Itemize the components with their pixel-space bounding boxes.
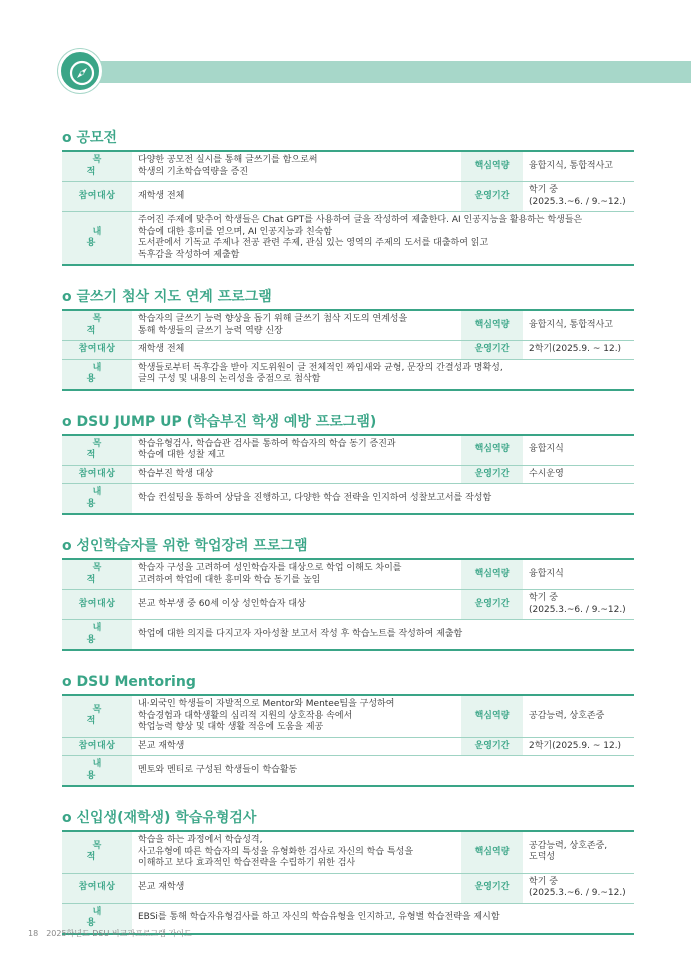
text-line: 융합지식 [529, 568, 564, 579]
purpose-label: 목 적 [62, 151, 132, 182]
text-line: 공감능력, 상호존중 [529, 710, 605, 721]
competency-value [523, 559, 634, 590]
program-section [62, 809, 634, 935]
period-value [523, 465, 634, 484]
target-value [132, 737, 461, 756]
text-line: 학습에 대한 흥미를 얻으며, AI 인공지능과 친숙함 [138, 226, 333, 237]
period-label: 운영기간 [461, 182, 523, 212]
text-line: 공감능력, 상호존중, [529, 840, 608, 851]
period-label: 운영기간 [461, 873, 523, 903]
purpose-label: 목 적 [62, 695, 132, 737]
purpose-label: 목 적 [62, 310, 132, 341]
competency-label: 핵심역량 [461, 559, 523, 590]
text-line: 본교 재학생 [138, 882, 185, 893]
page-number: 18 [28, 929, 39, 938]
content-value [132, 359, 634, 390]
program-table [62, 309, 634, 391]
target-row [62, 590, 634, 620]
content-row [62, 756, 634, 787]
program-table [62, 150, 634, 266]
competency-value [523, 831, 634, 873]
content-label: 내 용 [62, 359, 132, 390]
period-label: 운영기간 [461, 341, 523, 360]
content-value [132, 903, 634, 934]
text-line: 고려하여 학업에 대한 흥미와 학습 동기를 높임 [138, 574, 321, 585]
competency-label: 핵심역량 [461, 310, 523, 341]
target-label: 참여대상 [62, 465, 132, 484]
competency-label: 핵심역량 [461, 831, 523, 873]
content-value [132, 212, 634, 266]
text-line: EBSi를 통해 학습자유형검사를 하고 자신의 학습유형을 인지하고, 유형별 학습전략을 제시함 [138, 912, 500, 923]
content-value [132, 620, 634, 651]
period-label: 운영기간 [461, 737, 523, 756]
target-row [62, 465, 634, 484]
purpose-row [62, 831, 634, 873]
text-line: 이해하고 보다 효과적인 학습전략을 수립하기 위한 검사 [138, 858, 356, 868]
program-section [62, 129, 634, 266]
program-section [62, 413, 634, 516]
text-line: 학생의 기초학습역량을 증진 [138, 166, 249, 177]
purpose-row [62, 559, 634, 590]
period-value [523, 590, 634, 620]
purpose-row [62, 151, 634, 182]
text-line: 본교 학부생 중 60세 이상 성인학습자 대상 [138, 598, 306, 609]
text-line: 사고유형에 따른 학습자의 특성을 유형화한 검사로 자신의 학습 특성을 [138, 846, 414, 857]
target-value [132, 873, 461, 903]
content-label: 내 용 [62, 484, 132, 515]
section-title: o DSU JUMP UP (학습부진 학생 예방 프로그램) [62, 413, 377, 430]
text-line: 내·외국인 학생들이 자발적으로 Mentor와 Mentee팀을 구성하여 [138, 699, 395, 709]
competency-value [523, 151, 634, 182]
purpose-row [62, 310, 634, 341]
text-line: 독후감을 작성하여 제출함 [138, 249, 240, 260]
compass-badge [58, 49, 102, 93]
content-label: 내 용 [62, 212, 132, 266]
program-table [62, 694, 634, 787]
content-row [62, 359, 634, 390]
text-line: 학습부진 학생 대상 [138, 468, 214, 479]
text-line: 멘토와 멘티로 구성된 학생들이 학습활동 [138, 764, 298, 775]
program-section [62, 537, 634, 651]
competency-label: 핵심역량 [461, 151, 523, 182]
purpose-label: 목 적 [62, 559, 132, 590]
footer-title: 2025학년도 DSU 비교과프로그램 가이드 [46, 929, 192, 938]
text-line: 학습에 대한 성찰 제고 [138, 450, 225, 460]
period-value [523, 182, 634, 212]
text-line: 통해 학생들의 글쓰기 능력 역량 신장 [138, 325, 283, 336]
section-title: o 공모전 [62, 130, 118, 146]
text-line: 주어진 주제에 맞추어 학생들은 Chat GPT를 사용하여 글을 작성하여 제출한다. AI 인공지능을 활용하는 학생들은 [138, 215, 583, 225]
text-line: 글의 구성 및 내용의 논리성을 중점으로 첨삭함 [138, 374, 321, 384]
purpose-label: 목 적 [62, 831, 132, 873]
target-label: 참여대상 [62, 737, 132, 756]
purpose-value [132, 559, 461, 590]
program-section [62, 288, 634, 391]
content-row [62, 212, 634, 266]
text-line: (2025.3.~6. / 9.~12.) [529, 604, 626, 615]
section-title: o 글쓰기 첨삭 지도 연계 프로그램 [62, 289, 272, 305]
page-footer [28, 928, 192, 939]
text-line: 학습 컨설팅을 통하여 상담을 진행하고, 다양한 학습 전략을 인지하여 성찰보고서를 작성함 [138, 492, 492, 503]
header-band [84, 61, 691, 83]
program-table [62, 558, 634, 651]
competency-value [523, 435, 634, 466]
target-row [62, 182, 634, 212]
text-line: (2025.3.~6. / 9.~12.) [529, 196, 626, 207]
text-line: 융합지식, 통합적사고 [529, 319, 613, 330]
period-label: 운영기간 [461, 590, 523, 620]
purpose-value [132, 695, 461, 737]
program-table [62, 830, 634, 935]
period-value [523, 873, 634, 903]
competency-value [523, 695, 634, 737]
text-line: (2025.3.~6. / 9.~12.) [529, 888, 626, 898]
text-line: 융합지식 [529, 444, 564, 455]
period-value [523, 341, 634, 360]
section-title: o 성인학습자를 위한 학업장려 프로그램 [62, 538, 308, 554]
section-title: o DSU Mentoring [62, 674, 196, 690]
text-line: 재학생 전체 [138, 344, 185, 354]
text-line: 2학기(2025.9. ~ 12.) [529, 740, 622, 751]
competency-value [523, 310, 634, 341]
content-label: 내 용 [62, 620, 132, 651]
period-value [523, 737, 634, 756]
purpose-row [62, 435, 634, 466]
text-line: 학기 중 [529, 185, 558, 195]
text-line: 수시운영 [529, 468, 564, 479]
content-label: 내 용 [62, 756, 132, 787]
text-line: 도서관에서 기독교 주제나 전공 관련 주제, 관심 있는 영역의 주제의 도서를 대출하여 읽고 [138, 238, 489, 248]
purpose-value [132, 310, 461, 341]
content-row [62, 620, 634, 651]
text-line: 학습을 하는 과정에서 학습성격, [138, 835, 263, 845]
target-value [132, 341, 461, 360]
purpose-value [132, 831, 461, 873]
period-label: 운영기간 [461, 465, 523, 484]
purpose-label: 목 적 [62, 435, 132, 466]
content-value [132, 484, 634, 515]
text-line: 본교 재학생 [138, 740, 185, 751]
text-line: 학기 중 [529, 876, 558, 887]
text-line: 다양한 공모전 실시를 통해 글쓰기를 함으로써 [138, 155, 318, 165]
target-value [132, 182, 461, 212]
text-line: 학업에 대한 의지를 다지고자 자아성찰 보고서 작성 후 학습노트를 작성하여 제출함 [138, 628, 463, 639]
purpose-row [62, 695, 634, 737]
text-line: 학습유형검사, 학습습관 검사를 통하여 학습자의 학습 동기 증진과 [138, 438, 396, 449]
text-line: 학기 중 [529, 593, 558, 603]
target-label: 참여대상 [62, 182, 132, 212]
content-label: 내 용 [62, 903, 132, 934]
purpose-value [132, 435, 461, 466]
text-line: 도덕성 [529, 852, 556, 863]
program-table [62, 434, 634, 516]
target-label: 참여대상 [62, 590, 132, 620]
text-line: 학습경험과 대학생활의 심리적 지원의 상호작용 속에서 [138, 710, 353, 721]
content-row [62, 484, 634, 515]
text-line: 학업능력 향상 및 대학 생활 적응에 도움을 제공 [138, 722, 324, 732]
target-label: 참여대상 [62, 341, 132, 360]
compass-icon [66, 57, 98, 89]
competency-label: 핵심역량 [461, 435, 523, 466]
target-value [132, 465, 461, 484]
purpose-value [132, 151, 461, 182]
target-label: 참여대상 [62, 873, 132, 903]
text-line: 융합지식, 통합적사고 [529, 160, 613, 171]
text-line: 재학생 전체 [138, 190, 185, 201]
competency-label: 핵심역량 [461, 695, 523, 737]
content-value [132, 756, 634, 787]
program-sections [62, 129, 634, 957]
section-title: o 신입생(재학생) 학습유형검사 [62, 810, 257, 826]
text-line: 2학기(2025.9. ~ 12.) [529, 344, 622, 354]
target-value [132, 590, 461, 620]
target-row [62, 873, 634, 903]
program-section [62, 673, 634, 787]
target-row [62, 341, 634, 360]
target-row [62, 737, 634, 756]
text-line: 학습자 구성을 고려하여 성인학습자를 대상으로 학업 이해도 차이를 [138, 563, 402, 573]
text-line: 학습자의 글쓰기 능력 향상을 돕기 위해 글쓰기 첨삭 지도의 연계성을 [138, 314, 408, 324]
text-line: 학생들로부터 독후감을 받아 지도위원이 글 전체적인 짜임새와 균형, 문장의 간결성과 명확성, [138, 362, 503, 373]
